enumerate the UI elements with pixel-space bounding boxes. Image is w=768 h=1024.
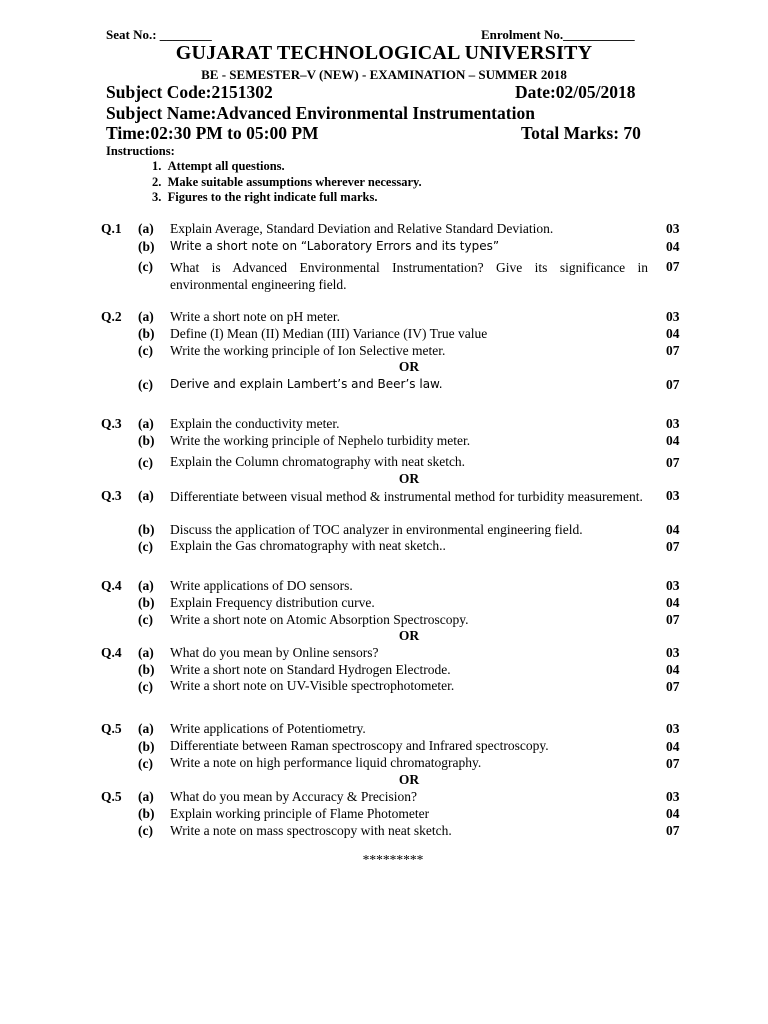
question-marks: 07 <box>666 679 680 694</box>
question-marks: 04 <box>666 739 680 754</box>
question-part: (a) <box>138 578 154 593</box>
question-marks: 07 <box>666 455 680 470</box>
question-part: (c) <box>138 679 153 694</box>
question-text: Write applications of Potentiometry. <box>170 721 366 736</box>
question-number: Q.5 <box>101 721 122 736</box>
or-separator: OR <box>398 772 420 787</box>
question-marks: 03 <box>666 309 680 324</box>
question-part: (c) <box>138 823 153 838</box>
question-number: Q.3 <box>101 488 122 503</box>
university-title: GUJARAT TECHNOLOGICAL UNIVERSITY <box>175 42 593 64</box>
question-marks: 07 <box>666 823 680 838</box>
exam-date: Date:02/05/2018 <box>515 82 636 102</box>
question-part: (c) <box>138 756 153 771</box>
question-marks: 07 <box>666 539 680 554</box>
question-marks: 03 <box>666 416 680 431</box>
question-part: (c) <box>138 343 153 358</box>
question-text: Explain the Column chromatography with neat sketch. <box>170 454 466 469</box>
question-text: Explain the conductivity meter. <box>170 416 340 431</box>
instruction-item: 3. Figures to the right indicate full marks. <box>152 190 378 204</box>
question-marks: 07 <box>666 377 680 392</box>
question-part: (b) <box>138 433 155 448</box>
total-marks: Total Marks: 70 <box>521 123 641 143</box>
question-text: What do you mean by Online sensors? <box>170 645 379 660</box>
question-part: (b) <box>138 662 155 677</box>
question-marks: 03 <box>666 721 680 736</box>
seat-number-label: Seat No.: ________ <box>106 27 212 42</box>
question-part: (b) <box>138 522 155 537</box>
question-text: Write applications of DO sensors. <box>170 578 353 593</box>
question-marks: 03 <box>666 578 680 593</box>
question-number: Q.5 <box>101 789 122 804</box>
question-text: What do you mean by Accuracy & Precision? <box>170 789 418 804</box>
question-part: (b) <box>138 239 155 254</box>
question-text: Derive and explain Lambert’s and Beer’s law. <box>170 377 443 391</box>
question-number: Q.2 <box>101 309 122 324</box>
enrolment-number-blank: ___________ <box>563 27 635 42</box>
exam-time: Time:02:30 PM to 05:00 PM <box>106 123 319 143</box>
question-text: Write a short note on pH meter. <box>170 309 341 324</box>
question-text: Define (I) Mean (II) Median (III) Variance (IV) True value <box>170 326 488 341</box>
instructions-label: Instructions: <box>106 144 175 158</box>
question-part: (a) <box>138 416 154 431</box>
question-marks: 04 <box>666 595 680 610</box>
question-part: (c) <box>138 539 153 554</box>
question-text: Discuss the application of TOC analyzer in environmental engineering field. <box>170 522 583 537</box>
question-part: (a) <box>138 221 154 236</box>
question-part: (b) <box>138 326 155 341</box>
question-text: What is Advanced Environmental Instrumentation? Give its significance in environmental engineering field. <box>170 260 648 292</box>
question-number: Q.3 <box>101 416 122 431</box>
or-separator: OR <box>398 359 420 374</box>
question-text: Explain the Gas chromatography with neat sketch.. <box>170 538 446 553</box>
question-marks: 03 <box>666 645 680 660</box>
question-part: (c) <box>138 612 153 627</box>
question-text: Explain working principle of Flame Photometer <box>170 806 430 821</box>
question-marks: 04 <box>666 239 680 254</box>
question-marks: 07 <box>666 343 680 358</box>
exam-title: BE - SEMESTER–V (NEW) - EXAMINATION – SUMMER 2018 <box>201 67 567 82</box>
question-marks: 07 <box>666 259 680 274</box>
question-marks: 03 <box>666 789 680 804</box>
instruction-item: 2. Make suitable assumptions wherever necessary. <box>152 175 422 189</box>
question-text: Differentiate between Raman spectroscopy and Infrared spectroscopy. <box>170 738 549 753</box>
seat-number-blank: ________ <box>159 27 212 42</box>
instruction-item: 1. Attempt all questions. <box>152 159 285 173</box>
question-part: (a) <box>138 721 154 736</box>
question-part: (c) <box>138 377 153 392</box>
question-part: (a) <box>138 488 154 503</box>
question-marks: 07 <box>666 756 680 771</box>
question-text: Differentiate between visual method & instrumental method for turbidity measurement. <box>170 489 643 504</box>
question-part: (b) <box>138 595 155 610</box>
question-marks: 03 <box>666 221 680 236</box>
question-part: (c) <box>138 455 153 470</box>
question-text: Write a short note on UV-Visible spectrophotometer. <box>170 678 455 693</box>
end-of-paper-marker: ********* <box>362 852 424 867</box>
question-part: (c) <box>138 259 153 274</box>
question-part: (a) <box>138 309 154 324</box>
or-separator: OR <box>398 628 420 643</box>
question-marks: 03 <box>666 488 680 503</box>
question-text: Write a note on mass spectroscopy with neat sketch. <box>170 823 452 838</box>
question-text: Write a short note on “Laboratory Errors and its types” <box>170 239 500 253</box>
question-text: Write a short note on Atomic Absorption Spectroscopy. <box>170 612 469 627</box>
question-text: Explain Frequency distribution curve. <box>170 595 375 610</box>
question-text: Write the working principle of Ion Selective meter. <box>170 343 446 358</box>
question-number: Q.4 <box>101 645 122 660</box>
enrolment-number-label: Enrolment No.___________ <box>481 27 635 42</box>
question-part: (b) <box>138 739 155 754</box>
question-text: Write the working principle of Nephelo turbidity meter. <box>170 433 471 448</box>
question-part: (b) <box>138 806 155 821</box>
question-number: Q.1 <box>101 221 122 236</box>
question-text: Explain Average, Standard Deviation and Relative Standard Deviation. <box>170 221 554 236</box>
question-text: Write a note on high performance liquid chromatography. <box>170 755 482 770</box>
question-part: (a) <box>138 789 154 804</box>
question-marks: 04 <box>666 433 680 448</box>
question-marks: 04 <box>666 806 680 821</box>
or-separator: OR <box>398 471 420 486</box>
question-part: (a) <box>138 645 154 660</box>
question-number: Q.4 <box>101 578 122 593</box>
question-marks: 04 <box>666 522 680 537</box>
subject-code: Subject Code:2151302 <box>106 82 273 102</box>
subject-name: Subject Name:Advanced Environmental Instrumentation <box>106 103 535 123</box>
question-marks: 07 <box>666 612 680 627</box>
question-text: Write a short note on Standard Hydrogen Electrode. <box>170 662 451 677</box>
question-marks: 04 <box>666 326 680 341</box>
question-marks: 04 <box>666 662 680 677</box>
